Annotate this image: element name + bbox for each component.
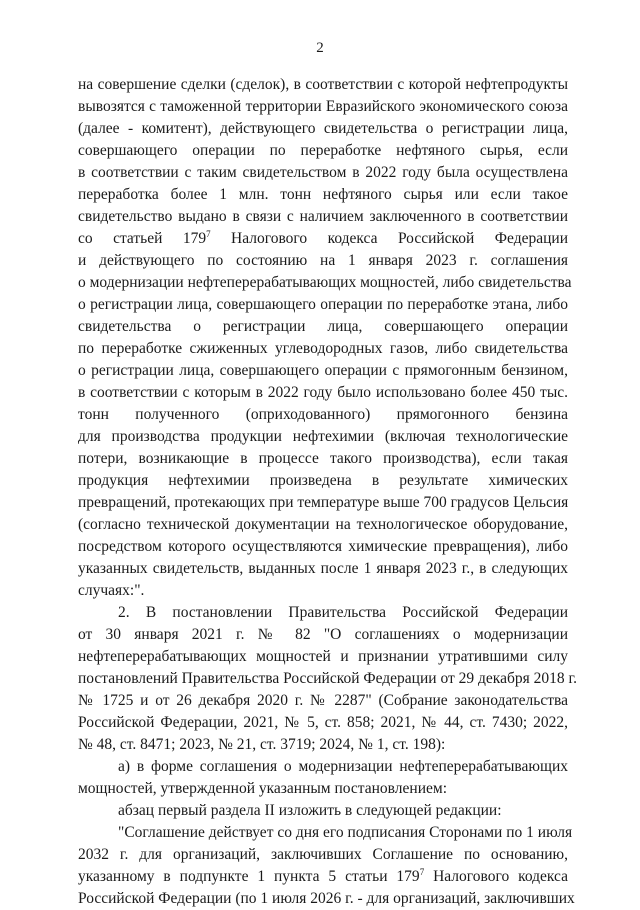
- text-line: нефтеперерабатывающих мощностей и признании утратившими силу: [78, 648, 568, 665]
- text-line: [78, 866, 568, 888]
- text-line: и действующего по состоянию на 1 января 2023 г. соглашения: [78, 252, 568, 269]
- text-line: в соответствии с таким свидетельством в 2022 году была осуществлена: [78, 164, 568, 181]
- text-fragment: Налогового кодекса Российской Федерации: [210, 230, 568, 247]
- text-line: тонн полученного (оприходованного) прямогонного бензина: [78, 406, 568, 423]
- document-body: [78, 74, 577, 910]
- text-line: совершающего операции по переработке нефтяного сырья, если: [78, 142, 568, 159]
- text-line: посредством которого осуществляются химические превращения), либо: [78, 538, 568, 555]
- text-line: в соответствии с которым в 2022 году было использовано более 450 тыс.: [78, 384, 568, 401]
- page-number: 2: [316, 40, 324, 56]
- text-line: постановлений Правительства Российской Федерации от 29 декабря 2018 г.: [78, 670, 577, 687]
- text-line: о модернизации нефтеперерабатывающих мощностей, либо свидетельства: [78, 274, 572, 291]
- text-line: Российской Федерации, 2021, № 5, ст. 858; 2021, № 44, ст. 7430; 2022,: [78, 714, 568, 731]
- text-line: на совершение сделки (сделок), в соответствии с которой нефтепродукты: [78, 76, 568, 93]
- text-line: от 30 января 2021 г. № 82 "О соглашениях о модернизации: [78, 626, 568, 643]
- text-line: случаях:".: [78, 582, 145, 599]
- text-line: потери, возникающие в процессе такого производства), если такая: [78, 450, 568, 467]
- text-line: для производства продукции нефтехимии (включая технологические: [78, 428, 568, 445]
- text-line: № 1725 и от 26 декабря 2020 г. № 2287" (Собрание законодательства: [78, 692, 568, 709]
- text-line: "Соглашение действует со дня его подписания Сторонами по 1 июля: [118, 824, 573, 841]
- text-line: (далее - комитент), действующего свидетельства о регистрации лица,: [78, 120, 568, 137]
- text-fragment: Налогового кодекса: [424, 868, 568, 885]
- text-line: [78, 228, 568, 250]
- text-line: свидетельства о регистрации лица, совершающего операции: [78, 318, 568, 335]
- text-line: указанных свидетельств, выданных после 1 января 2023 г., в следующих: [78, 560, 568, 577]
- text-line: превращений, протекающих при температуре выше 700 градусов Цельсия: [78, 494, 569, 511]
- text-line: № 48, ст. 8471; 2023, № 21, ст. 3719; 2024, № 1, ст. 198):: [78, 736, 446, 753]
- text-line: продукция нефтехимии произведена в результате химических: [78, 472, 568, 489]
- superscript: 7: [206, 229, 211, 239]
- text-fragment: со статьей 179: [78, 230, 207, 247]
- text-line: 2032 г. для организаций, заключивших Соглашение по основанию,: [78, 846, 568, 863]
- text-line: о регистрации лица, совершающего операции по переработке этана, либо: [78, 296, 568, 313]
- text-line: вывозятся с таможенной территории Евразийского экономического союза: [78, 98, 568, 115]
- superscript: 7: [419, 867, 425, 877]
- text-line: по переработке сжиженных углеводородных газов, либо свидетельства: [78, 340, 568, 357]
- text-line: (согласно технической документации на технологическое оборудование,: [78, 516, 568, 533]
- text-line: абзац первый раздела II изложить в следующей редакции:: [118, 802, 502, 819]
- text-line: мощностей, утвержденной указанным постановлением:: [78, 780, 447, 797]
- text-line: переработка более 1 млн. тонн нефтяного сырья или если такое: [78, 186, 568, 203]
- text-line: 2. В постановлении Правительства Российской Федерации: [118, 604, 568, 621]
- text-line: Российской Федерации (по 1 июля 2026 г. - для организаций, заключивших: [78, 890, 575, 907]
- text-line: свидетельство выдано в связи с наличием заключенного в соответствии: [78, 208, 568, 225]
- text-fragment: указанному в подпункте 1 пункта 5 статьи 179: [78, 868, 420, 885]
- text-line: о регистрации лица, совершающего операции с прямогонным бензином,: [78, 362, 568, 379]
- text-line: а) в форме соглашения о модернизации нефтеперерабатывающих: [118, 758, 568, 775]
